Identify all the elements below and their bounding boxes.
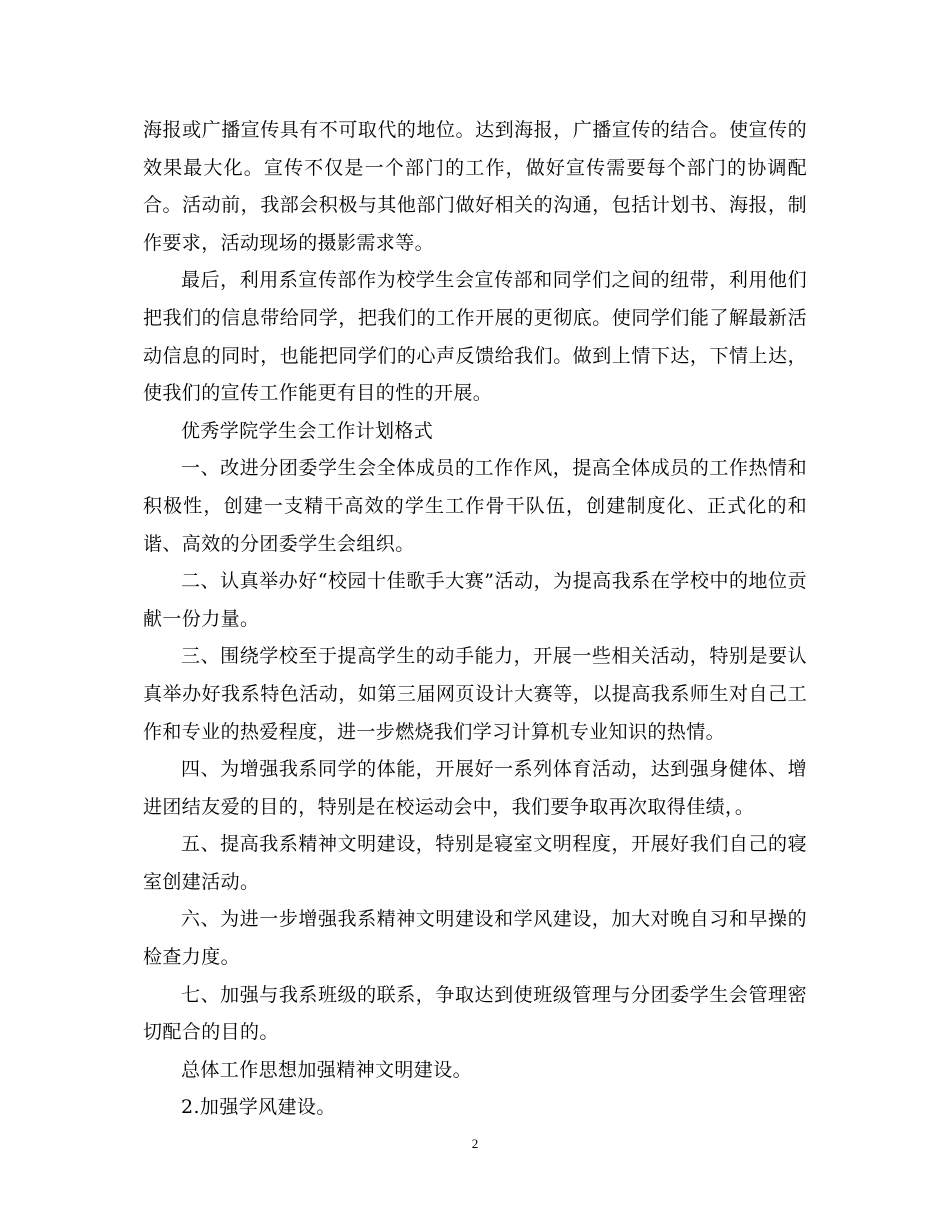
plan-item-6: 六、为进一步增强我系精神文明建设和学风建设，加大对晚自习和早操的检查力度。 [143,908,807,969]
overall-idea: 总体工作思想加强精神文明建设。 [181,1058,473,1081]
list-item-2: 2.加强学风建设。 [181,1096,336,1119]
section-heading: 优秀学院学生会工作计划格式 [181,419,434,442]
plan-item-3: 三、围绕学校至于提高学生的动手能力，开展一些相关活动，特别是要认真举办好我系特色活动，如第三届网页设计大赛等，以提高我系师生对自己工作和专业的热爱程度，进一步燃烧我们学习计算机专业知识的热情。 [143,645,807,743]
plan-item-1: 一、改进分团委学生会全体成员的工作作风，提高全体成员的工作热情和积极性，创建一支精干高效的学生工作骨干队伍，创建制度化、正式化的和谐、高效的分团委学生会组织。 [143,457,807,555]
paragraph-publicity-liaison: 最后，利用系宣传部作为校学生会宣传部和同学们之间的纽带，利用他们把我们的信息带给同学，把我们的工作开展的更彻底。使同学们能了解最新活动信息的同时，也能把同学们的心声反馈给我们。做到上情下达，下情上达，使我们的宣传工作能更有目的性的开展。 [143,269,807,405]
paragraph-publicity-combination: 海报或广播宣传具有不可取代的地位。达到海报，广播宣传的结合。使宣传的效果最大化。宣传不仅是一个部门的工作，做好宣传需要每个部门的协调配合。活动前，我部会积极与其他部门做好相关的沟通，包括计划书、海报，制作要求，活动现场的摄影需求等。 [143,119,807,254]
plan-item-7: 七、加强与我系班级的联系，争取达到使班级管理与分团委学生会管理密切配合的目的。 [143,983,807,1044]
page-number: 2 [471,1136,479,1151]
document-body [143,112,807,1127]
plan-item-4: 四、为增强我系同学的体能，开展好一系列体育活动，达到强身健体、增进团结友爱的目的，特别是在校运动会中，我们要争取再次取得佳绩，。 [143,758,807,818]
plan-item-5: 五、提高我系精神文明建设，特别是寝室文明程度，开展好我们自己的寝室创建活动。 [143,833,807,893]
plan-item-2: 二、认真举办好“校园十佳歌手大赛”活动，为提高我系在学校中的地位贡献一份力量。 [143,570,807,630]
